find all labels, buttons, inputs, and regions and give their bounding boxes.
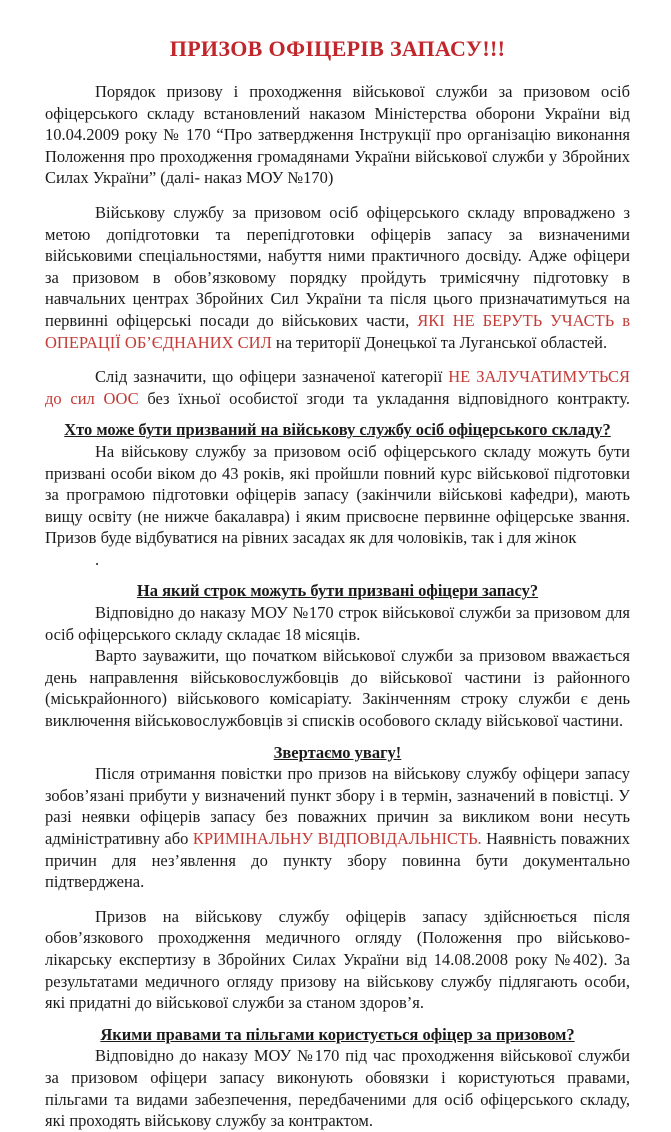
paragraph — [45, 1045, 630, 1131]
text-segment: . — [95, 549, 100, 569]
text-segment: Наявність поважних причин для нез’явлення до пункту збору повинна бути документально підтверджена. — [45, 829, 630, 892]
section-heading-text: Якими правами та пільгами користується офіцер за призовом? — [100, 1024, 575, 1044]
text-segment: Відповідно до наказу МОУ №170 під час проходження військової служби за призовом офіцери запасу виконують обовязки і користуються правами, пільгами та видами забезпечення, передбаченими для осіб офіцерського складу, які проходять військову службу за контрактом. — [45, 1046, 630, 1131]
paragraph — [45, 645, 630, 731]
text-segment: без їхньої особистої згоди та укладання відповідного контракту. — [138, 388, 630, 408]
section-heading — [45, 419, 630, 441]
paragraph — [45, 602, 630, 645]
document-title: ПРИЗОВ ОФІЦЕРІВ ЗАПАСУ!!! — [169, 36, 506, 61]
text-segment: Відповідно до наказу МОУ №170 строк військової служби за призовом для осіб офіцерського складу складає 18 місяців. — [45, 603, 630, 644]
paragraph — [45, 202, 630, 353]
red-emphasis-text: НЕ ЗАЛУЧАТИМУТЬСЯ до сил ООС — [45, 367, 630, 408]
section-heading-text: Звертаємо увагу! — [273, 742, 402, 762]
text-segment: Призов на військову службу офіцерів запасу здійснюється після обов’язкового проходження медичного огляду (Положення про військово-лікарську експертизу в Збройних Силах України від 14.08.2008 року №402). За результатами медичного огляду призову на військову службу підлягають особи, які придатні до військової служби за станом здоров’я. — [45, 906, 630, 1013]
text-segment: На військову службу за призовом осіб офіцерського складу можуть бути призвані особи віком до 43 років, які пройшли повний курс військової підготовки за програмою підготовки офіцерів запасу (закінчили військові кафедри), мають вищу освіту (не нижче бакалавра) і яким присвоєне первинне офіцерське звання. Призов буде відбуватися на рівних засадах як для чоловіків, так і для жінок — [45, 441, 630, 548]
section-heading — [45, 1024, 630, 1046]
text-segment: Військову службу за призовом осіб офіцерського складу впроваджено з метою допідготовки та перепідготовки офіцерів запасу за визначеними військовими спеціальностями, набуття ними практичного досвіду. Адже офіцери за призовом в обов’язковому порядку пройдуть тримісячну підготовку в навчальних центрах Збройних Сил України та після цього призначатимуться на первинні офіцерські посади до військових части, — [45, 202, 630, 330]
paragraph — [45, 441, 630, 549]
section-heading-text: На який строк можуть бути призвані офіцери запасу? — [136, 581, 539, 601]
paragraph — [45, 549, 630, 571]
paragraph — [45, 763, 630, 893]
paragraph — [45, 81, 630, 189]
text-segment: Після отримання повістки про призов на військову службу офіцери запасу зобов’язані прибути у визначений пункт збору і в термін, зазначений в повістці. У разі неявки офіцерів запасу без поважних причин за викликом вони несуть адміністративну або — [45, 764, 630, 848]
red-emphasis-text: КРИМІНАЛЬНУ ВІДПОВІДАЛЬНІСТЬ. — [192, 829, 482, 848]
paragraph — [45, 366, 630, 409]
text-segment: на території Донецької та Луганської областей. — [271, 332, 608, 352]
section-heading-text: Хто може бути призваний на військову службу осіб офіцерського складу? — [64, 420, 611, 440]
section-heading — [45, 580, 630, 602]
text-segment: Слід зазначити, що офіцери зазначеної категорії — [95, 367, 449, 387]
text-segment: Порядок призову і проходження військової служби за призовом осіб офіцерського складу встановлений наказом Міністерства оборони України від 10.04.2009 року № 170 “Про затвердження Інструкції про організацію виконання Положення про проходження громадянами України військової служби у Збройних Силах України” (далі- наказ МОУ №170) — [45, 82, 630, 188]
document-body — [45, 81, 630, 1132]
text-segment: Варто зауважити, що початком військової служби за призовом вважається день направлення військовослужбовців до військової частини із районного (міськрайонного) військового комісаріату. Закінченням строку служби є день виключення військовослужбовців зі списків особового складу військової частини. — [45, 646, 630, 731]
red-emphasis-text: ЯКІ НЕ БЕРУТЬ УЧАСТЬ в ОПЕРАЦІЇ ОБ’ЄДНАНИХ СИЛ — [45, 310, 630, 352]
section-heading — [45, 742, 630, 764]
